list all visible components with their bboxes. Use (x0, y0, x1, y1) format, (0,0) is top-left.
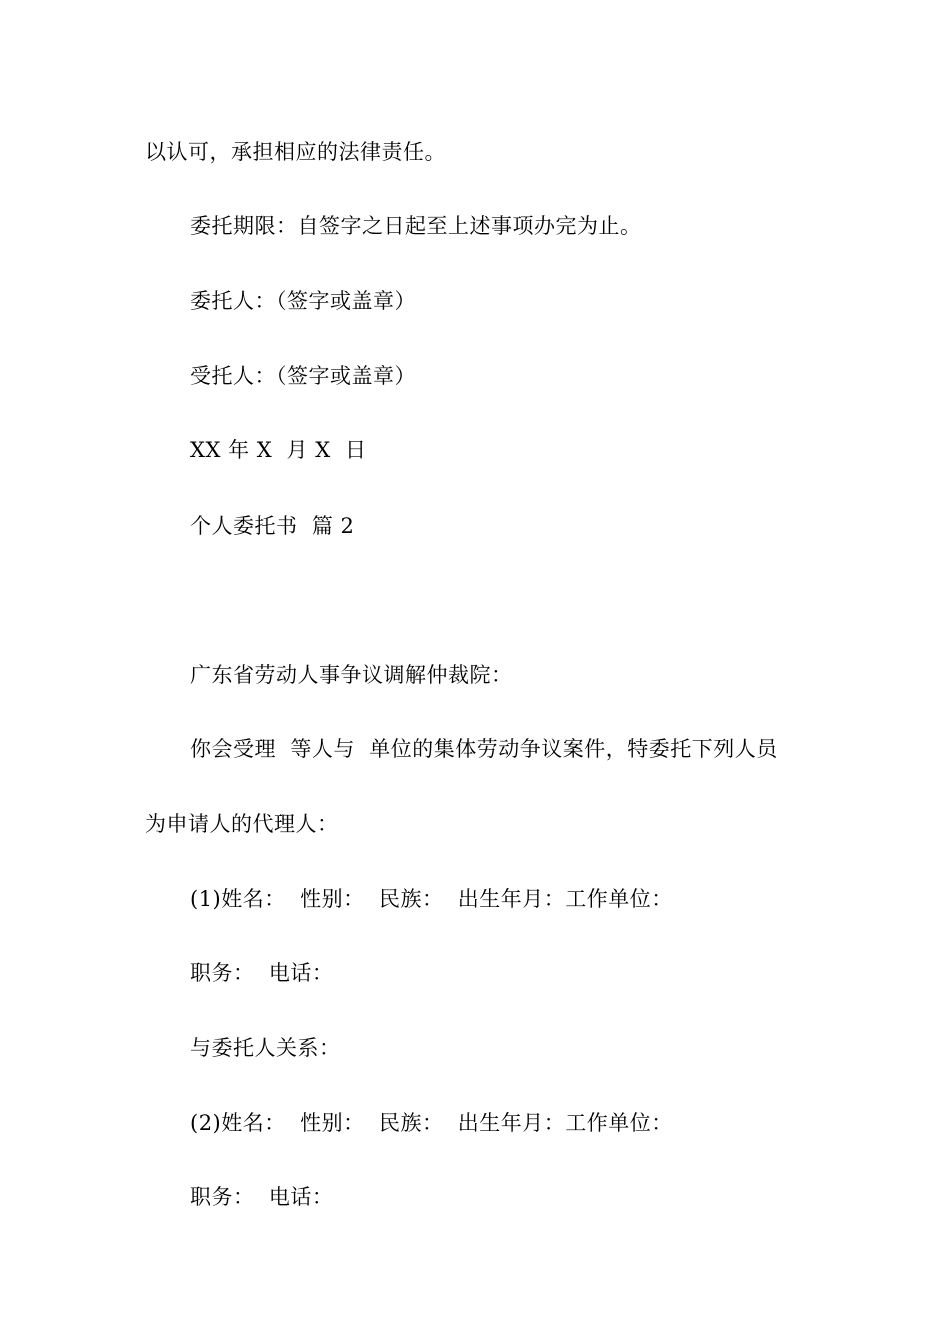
section-heading: 个人委托书 篇 2 (190, 514, 355, 538)
agent-1-relationship: 与委托人关系： (190, 1036, 341, 1060)
agent-1-position-phone: 职务： 电话： (190, 961, 334, 985)
body-paragraph-cont: 为申请人的代理人： (145, 812, 339, 836)
paragraph-continuation: 以认可，承担相应的法律责任。 (145, 140, 446, 164)
agent-signature: 受托人：（签字或盖章） (190, 364, 416, 388)
body-paragraph: 你会受理 等人与 单位的集体劳动争议案件，特委托下列人员 (190, 737, 778, 761)
agent-1-info: (1)姓名： 性别： 民族： 出生年月：工作单位： (190, 887, 673, 911)
date-line: XX 年 X 月 X 日 (190, 438, 367, 462)
agent-2-position-phone: 职务： 电话： (190, 1185, 334, 1209)
principal-signature: 委托人：（签字或盖章） (190, 289, 416, 313)
agent-2-info: (2)姓名： 性别： 民族： 出生年月：工作单位： (190, 1111, 673, 1135)
entrust-period: 委托期限：自签字之日起至上述事项办完为止。 (190, 214, 642, 238)
addressee: 广东省劳动人事争议调解仲裁院： (190, 663, 513, 687)
